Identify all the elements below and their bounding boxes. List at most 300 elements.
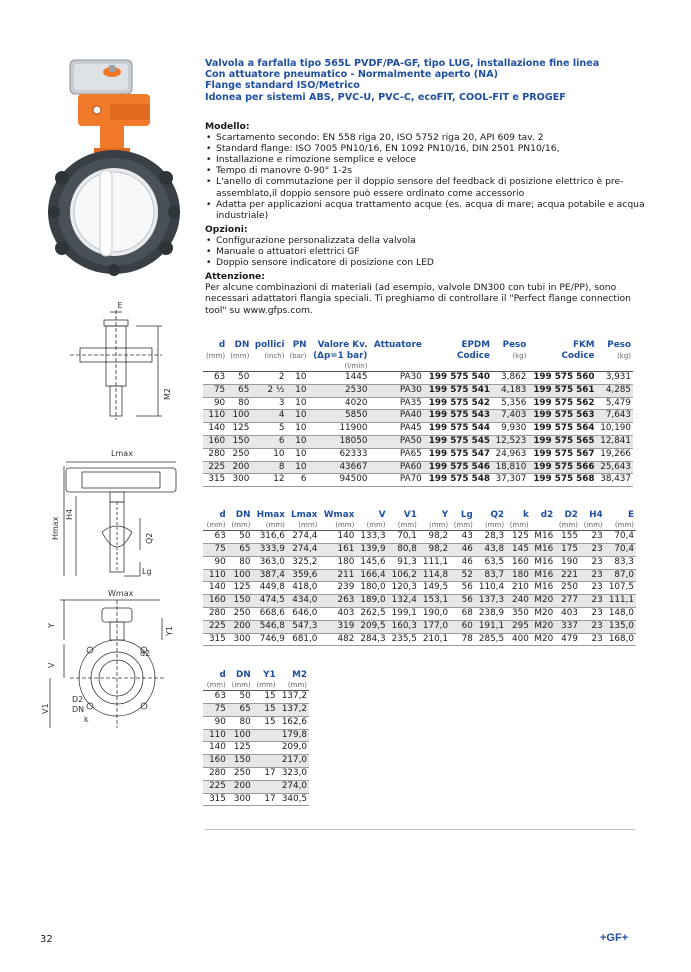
footer-divider [205, 829, 635, 830]
table-cell: 418,0 [287, 582, 320, 595]
table-cell: 68 [450, 608, 475, 621]
table-cell: 90 [203, 556, 228, 569]
table-cell: 199,1 [388, 608, 419, 621]
table-cell: 6 [251, 436, 286, 449]
table-cell: 4020 [309, 397, 370, 410]
table-unit-row [203, 681, 309, 691]
table-cell: 250 [227, 448, 251, 461]
label-dn: DN [72, 705, 85, 714]
table-cell: 250 [228, 768, 253, 781]
table-cell: M20 [531, 595, 555, 608]
table-cell: 285,5 [475, 633, 506, 646]
table-cell: 90 [203, 397, 227, 410]
unit-cell: (mm) [475, 521, 506, 531]
table-cell: 10 [286, 410, 308, 423]
table-cell: 150 [227, 436, 251, 449]
table-cell: 238,9 [475, 608, 506, 621]
table-cell: 56 [450, 582, 475, 595]
product-photo [40, 52, 200, 282]
unit-cell: (mm) [278, 681, 309, 691]
table-row [203, 704, 309, 717]
table-cell: 23 [580, 569, 605, 582]
table-row [203, 372, 633, 385]
intro-line: Idonea per sistemi ABS, PVC-U, PVC-C, ecoFIT, COOL-FIT e PROGEF [205, 91, 566, 103]
table-cell: 199 575 545 [424, 436, 492, 449]
table-cell: 75 [203, 384, 227, 397]
table-cell: 8 [251, 461, 286, 474]
table-cell: 199 575 543 [424, 410, 492, 423]
table-cell: M20 [531, 608, 555, 621]
table-cell: 140 [203, 582, 228, 595]
table-row [203, 633, 636, 646]
table-cell: 5,479 [597, 397, 633, 410]
table-cell: 199 575 564 [528, 423, 596, 436]
table-cell: 125 [227, 423, 251, 436]
col-header: V [378, 510, 386, 520]
table-cell: 2 [251, 372, 286, 385]
table-cell: 23 [580, 620, 605, 633]
table-cell: 63 [203, 531, 228, 544]
modello-list [205, 132, 645, 221]
table-row [203, 569, 636, 582]
table-cell: 199 575 563 [528, 410, 596, 423]
table-cell: 199 575 561 [528, 384, 596, 397]
table-cell: 132,4 [388, 595, 419, 608]
page-number: 32 [40, 934, 53, 945]
table-cell: 274,0 [278, 780, 309, 793]
table-cell: 340,5 [278, 793, 309, 806]
table-cell: PA60 [369, 461, 423, 474]
table-cell: 12,523 [492, 436, 528, 449]
table-cell: 139,9 [356, 544, 387, 557]
table-cell: 190,0 [419, 608, 450, 621]
table-cell: 137,3 [475, 595, 506, 608]
table-cell: 10 [286, 448, 308, 461]
unit-cell: (mm) [555, 521, 580, 531]
table-cell: 160,3 [388, 620, 419, 633]
table-cell: 52 [450, 569, 475, 582]
table-row [203, 384, 633, 397]
table-cell: 250 [228, 608, 253, 621]
table-cell: M16 [531, 556, 555, 569]
col-header: (Δp=1 bar) [313, 350, 368, 361]
table-cell: PA30 [369, 384, 423, 397]
table-cell: 199 575 548 [424, 474, 492, 487]
table-row [203, 780, 309, 793]
table-cell: 325,2 [287, 556, 320, 569]
table-cell: 110 [203, 569, 228, 582]
unit-cell: (mm) [388, 521, 419, 531]
table-cell: 2530 [309, 384, 370, 397]
table-cell: 80 [228, 716, 253, 729]
label-lg: Lg [142, 567, 152, 576]
col-header: Peso [502, 340, 527, 350]
table-cell: PA35 [369, 397, 423, 410]
table-cell: 9,930 [492, 423, 528, 436]
table-cell: M16 [531, 569, 555, 582]
label-e: E [117, 301, 123, 310]
table-cell: 295 [506, 620, 531, 633]
table-cell: 125 [506, 531, 531, 544]
table-cell: 333,9 [252, 544, 286, 557]
table-row [203, 608, 636, 621]
label-d2-upper: D2 [72, 695, 84, 704]
col-header: DN [234, 340, 250, 350]
table-dimensions [203, 510, 636, 646]
label-lmax: Lmax [111, 449, 133, 458]
table-dimensions-extra [203, 670, 309, 806]
table-cell: 280 [203, 768, 228, 781]
table-cell: 80 [227, 397, 251, 410]
table-cell: 133,3 [356, 531, 387, 544]
table-cell: 263 [319, 595, 356, 608]
table-cell: 43,8 [475, 544, 506, 557]
label-d2: d2 [140, 649, 151, 658]
description [205, 118, 645, 316]
table-cell: 150 [228, 755, 253, 768]
table-cell: 70,1 [388, 531, 419, 544]
table-cell [253, 755, 278, 768]
attenzione-text: Per alcune combinazioni di materiali (ad esempio, valvole DN300 con tubi in PE/PP), sono necessari adattatori flangia speciali. Ti preghiamo di controllare il "Perfect flange connection tool" su www.gfps.com. [205, 282, 631, 316]
table-cell: 83,7 [475, 569, 506, 582]
unit-cell: (kg) [617, 351, 631, 360]
table-cell: 482 [319, 633, 356, 646]
table-cell: 114,8 [419, 569, 450, 582]
table-cell: 240 [506, 595, 531, 608]
table-cell: 199 575 562 [528, 397, 596, 410]
table-cell: 168,0 [605, 633, 636, 646]
table-row [203, 556, 636, 569]
intro-line: Flange standard ISO/Metrico [205, 80, 360, 92]
table-cell: 46 [450, 556, 475, 569]
opzioni-list [205, 235, 645, 268]
table-cell: 145 [506, 544, 531, 557]
table-header-row [203, 670, 309, 681]
table-cell: 5,356 [492, 397, 528, 410]
table-cell: 145,6 [356, 556, 387, 569]
label-m2: M2 [163, 388, 172, 400]
table-cell: 225 [203, 461, 227, 474]
label-k: k [84, 715, 89, 724]
table-cell: 60 [450, 620, 475, 633]
table-cell [253, 729, 278, 742]
unit-cell: (kg) [512, 351, 527, 360]
table-cell: 70,4 [605, 544, 636, 557]
table-cell: 15 [253, 716, 278, 729]
table-cell: 277 [555, 595, 580, 608]
table-cell: 90 [203, 716, 228, 729]
table-cell [253, 780, 278, 793]
table-cell: 110 [203, 410, 227, 423]
label-wmax: Wmax [108, 589, 134, 598]
table-cell: 43667 [309, 461, 370, 474]
col-header: EPDM [461, 340, 490, 350]
table-cell: 5 [251, 423, 286, 436]
table-cell: 63 [203, 691, 228, 704]
table-cell: 38,437 [597, 474, 633, 487]
table-cell: 50 [227, 372, 251, 385]
unit-cell: (mm) [319, 521, 356, 531]
unit-cell: (l/min) [309, 362, 370, 372]
table-cell: PA45 [369, 423, 423, 436]
table-row [203, 691, 309, 704]
list-item: • Manuale o attuatori elettrici GF [205, 246, 645, 257]
table-cell: 111,1 [419, 556, 450, 569]
table-cell: PA65 [369, 448, 423, 461]
table-cell: 387,4 [252, 569, 286, 582]
table-cell: 65 [227, 384, 251, 397]
opzioni-title: Opzioni: [205, 223, 248, 235]
technical-drawing [40, 300, 200, 740]
table-cell: 17 [253, 768, 278, 781]
unit-cell: (mm) [287, 521, 320, 531]
col-header: Lmax [291, 510, 318, 520]
table-cell: M16 [531, 582, 555, 595]
table-cell: 23 [580, 556, 605, 569]
table-cell: 221 [555, 569, 580, 582]
label-y: Y [47, 623, 56, 628]
col-header: H4 [589, 510, 603, 520]
table-cell: 153,1 [419, 595, 450, 608]
unit-cell: (mm) [580, 521, 605, 531]
table-cell: 25,643 [597, 461, 633, 474]
table-cell: 363,0 [252, 556, 286, 569]
col-header: d [219, 670, 226, 680]
col-header: Wmax [323, 510, 355, 520]
table-cell: 10 [286, 397, 308, 410]
table-cell: 479 [555, 633, 580, 646]
col-header: Hmax [256, 510, 285, 520]
table-cell: 100 [227, 410, 251, 423]
gf-logo: +GF+ [600, 932, 629, 944]
table-cell: 78 [450, 633, 475, 646]
table-cell: 300 [228, 633, 253, 646]
table-cell: 28,3 [475, 531, 506, 544]
table-cell: 15 [253, 691, 278, 704]
table-cell: 10 [286, 423, 308, 436]
col-header: FKM [572, 340, 595, 350]
table-row [203, 423, 633, 436]
table-cell: 315 [203, 793, 228, 806]
table-cell: 135,0 [605, 620, 636, 633]
col-header: M2 [292, 670, 307, 680]
col-header: Lg [460, 510, 473, 520]
table-cell: 1445 [309, 372, 370, 385]
table-cell: 83,3 [605, 556, 636, 569]
table-cell: 200 [228, 780, 253, 793]
table-cell: 235,5 [388, 633, 419, 646]
table-cell: 7,643 [597, 410, 633, 423]
table-cell: 160 [203, 755, 228, 768]
table-cell: 10,190 [597, 423, 633, 436]
table-cell: 225 [203, 620, 228, 633]
table-cell: 23 [580, 582, 605, 595]
table-cell: 37,307 [492, 474, 528, 487]
table-row [203, 620, 636, 633]
table-cell: M16 [531, 544, 555, 557]
table-cell: 400 [506, 633, 531, 646]
table-cell: 137,2 [278, 704, 309, 717]
table-cell: 140 [203, 423, 227, 436]
table-cell: 63,5 [475, 556, 506, 569]
col-header: DN [235, 510, 251, 520]
table-cell: 94500 [309, 474, 370, 487]
table-row [203, 768, 309, 781]
table-cell: 199 575 568 [528, 474, 596, 487]
unit-cell: (inch) [264, 351, 285, 360]
table-cell: 274,4 [287, 531, 320, 544]
table-cell: 10 [286, 461, 308, 474]
col-header: Peso [607, 340, 631, 350]
table-row [203, 474, 633, 487]
table-header-row [203, 340, 633, 351]
col-header: DN [236, 670, 251, 680]
table-cell: 250 [555, 582, 580, 595]
table-cell: 12 [251, 474, 286, 487]
table-header-row [203, 351, 633, 362]
label-h4: H4 [65, 508, 74, 520]
table-cell: 4,285 [597, 384, 633, 397]
table-cell: 98,2 [419, 531, 450, 544]
table-cell: M20 [531, 620, 555, 633]
table-cell: 43 [450, 531, 475, 544]
unit-cell: (mm) [450, 521, 475, 531]
table-header-row [203, 510, 636, 521]
table-cell: 17 [253, 793, 278, 806]
table-cell: 75 [203, 704, 228, 717]
table-cell: 10 [286, 384, 308, 397]
table-cell: 239 [319, 582, 356, 595]
table-row [203, 531, 636, 544]
table-cell: 148,0 [605, 608, 636, 621]
table-row [203, 793, 309, 806]
table-cell: 160 [506, 556, 531, 569]
table-cell: 546,8 [252, 620, 286, 633]
label-y1: Y1 [165, 626, 174, 636]
table-cell: 474,5 [252, 595, 286, 608]
table-cell: 179,8 [278, 729, 309, 742]
table-cell: 191,1 [475, 620, 506, 633]
table-cell: 274,4 [287, 544, 320, 557]
unit-cell: (mm) [506, 521, 531, 531]
table-cell: 199 575 560 [528, 372, 596, 385]
table-cell: 323,0 [278, 768, 309, 781]
table-cell: 316,6 [252, 531, 286, 544]
table-cell: 210 [506, 582, 531, 595]
col-header: pollici [254, 340, 285, 350]
table-cell: 403 [555, 608, 580, 621]
unit-cell [531, 521, 555, 531]
table-cell: 434,0 [287, 595, 320, 608]
list-item: • Installazione e rimozione semplice e veloce [205, 154, 645, 165]
table-row [203, 544, 636, 557]
table-cell: 106,2 [388, 569, 419, 582]
unit-cell: (mm) [206, 351, 226, 360]
table-row [203, 582, 636, 595]
table-cell: 4 [251, 410, 286, 423]
list-item: • Doppio sensore indicatore di posizione con LED [205, 257, 645, 268]
table-cell: 18,810 [492, 461, 528, 474]
table-cell: M20 [531, 633, 555, 646]
table-cell: 80,8 [388, 544, 419, 557]
table-cell: 225 [203, 780, 228, 793]
unit-cell: (mm) [228, 681, 253, 691]
table-cell: 125 [228, 582, 253, 595]
intro-line: Con attuatore pneumatico - Normalmente aperto (NA) [205, 69, 499, 81]
table-cell: 280 [203, 608, 228, 621]
table-cell: 11900 [309, 423, 370, 436]
unit-cell: (mm) [605, 521, 636, 531]
table-cell: 166,4 [356, 569, 387, 582]
table-cell: 50 [228, 531, 253, 544]
list-item: • L'anello di commutazione per il doppio sensore del feedback di posizione elettrico è pre-assemblato,il doppio sensore può essere ordinato come accessorio [205, 176, 645, 198]
table-cell: 150 [228, 595, 253, 608]
unit-cell: (mm) [253, 681, 278, 691]
table-cell: 199 575 566 [528, 461, 596, 474]
table-row [203, 742, 309, 755]
table-cell: 7,403 [492, 410, 528, 423]
table-cell: M16 [531, 531, 555, 544]
table-cell: 200 [227, 461, 251, 474]
table-cell: 46 [450, 544, 475, 557]
table-cell: 177,0 [419, 620, 450, 633]
col-header: Q2 [490, 510, 505, 520]
col-header: PN [292, 340, 307, 350]
table-cell: 65 [228, 544, 253, 557]
col-header: Y [441, 510, 449, 520]
unit-cell: (mm) [203, 521, 228, 531]
modello-title: Modello: [205, 121, 250, 132]
unit-cell: (mm) [252, 521, 286, 531]
table-cell: 668,6 [252, 608, 286, 621]
col-header: Y1 [263, 670, 276, 680]
table-cell: 75 [203, 544, 228, 557]
table-cell: 350 [506, 608, 531, 621]
list-item: • Configurazione personalizzata della valvola [205, 235, 645, 246]
label-q2: Q2 [145, 532, 154, 544]
table-cell: 10 [286, 372, 308, 385]
col-header: d [219, 510, 226, 520]
label-hmax: Hmax [51, 516, 60, 540]
table-cell: 300 [227, 474, 251, 487]
table-cell: 199 575 540 [424, 372, 492, 385]
table-cell: PA70 [369, 474, 423, 487]
table-cell: 3,862 [492, 372, 528, 385]
col-header: Valore Kv. [317, 340, 368, 350]
table-cell: PA50 [369, 436, 423, 449]
table-cell: 681,0 [287, 633, 320, 646]
col-header: k [522, 510, 529, 520]
table-cell: 125 [228, 742, 253, 755]
col-header: Codice [456, 350, 490, 361]
table-cell: 62333 [309, 448, 370, 461]
unit-cell: (mm) [419, 521, 450, 531]
table-row [203, 410, 633, 423]
table-cell: 199 575 547 [424, 448, 492, 461]
table-cell: PA40 [369, 410, 423, 423]
table-cell: 63 [203, 372, 227, 385]
table-row [203, 595, 636, 608]
table-cell: 160 [203, 436, 227, 449]
table-cell: 107,5 [605, 582, 636, 595]
table-cell: 180 [319, 556, 356, 569]
table-cell: 209,0 [278, 742, 309, 755]
table-cell: 87,0 [605, 569, 636, 582]
table-cell: 10 [286, 436, 308, 449]
table-cell: 18050 [309, 436, 370, 449]
table-cell: 111,1 [605, 595, 636, 608]
table-cell: 56 [450, 595, 475, 608]
